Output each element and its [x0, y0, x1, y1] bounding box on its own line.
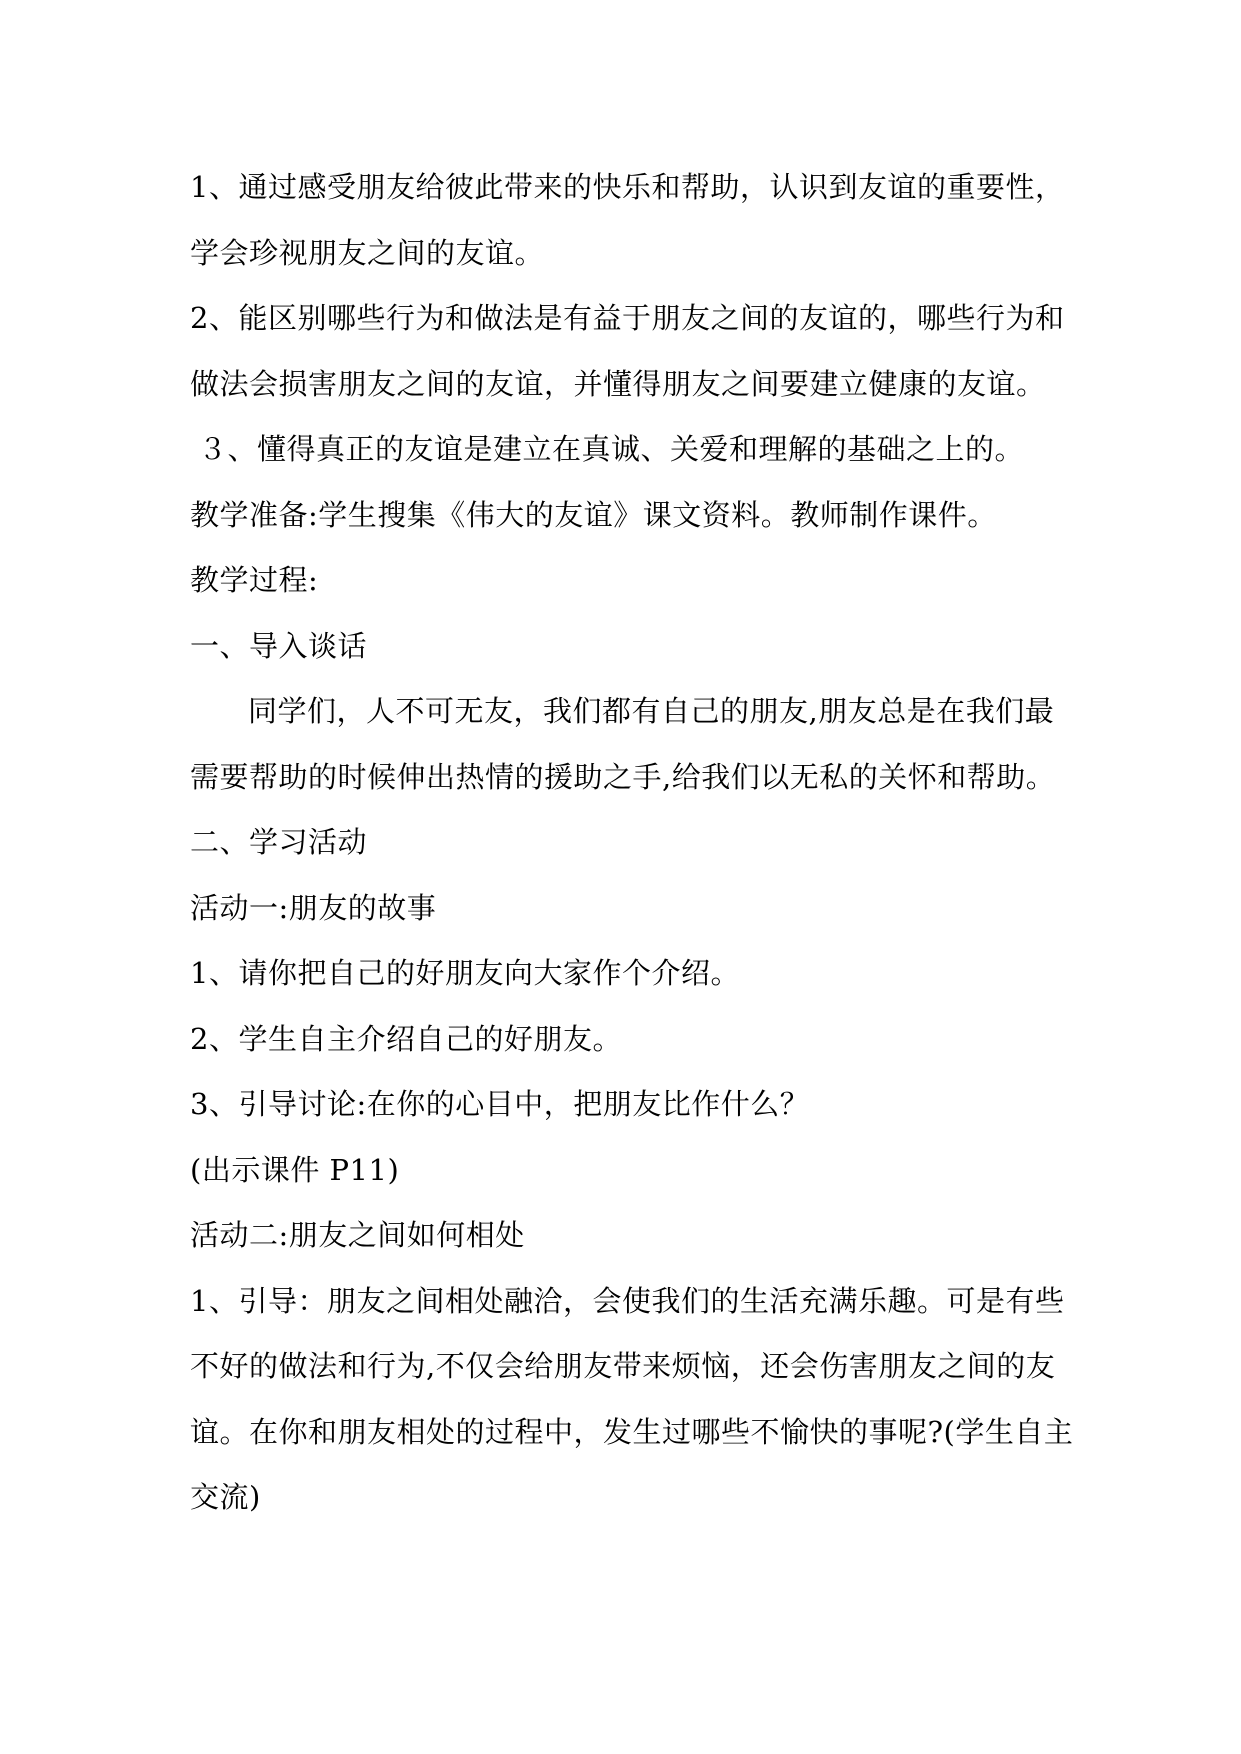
- intro-paragraph-line-1: 同学们，人不可无友，我们都有自己的朋友,朋友总是在我们最: [248, 694, 1055, 728]
- activity-2-step-1-line-3: 谊。在你和朋友相处的过程中，发生过哪些不愉快的事呢?(学生自主: [190, 1414, 1074, 1449]
- section-1-heading: 一、导入谈话: [190, 628, 368, 663]
- goal-1-line-2: 学会珍视朋友之间的友谊。: [190, 235, 545, 270]
- activity-1-step-3: 3、引导讨论:在你的心目中，把朋友比作什么？: [190, 1087, 810, 1121]
- activity-2-step-1-line-2: 不好的做法和行为,不仅会给朋友带来烦恼，还会伤害朋友之间的友: [190, 1349, 1056, 1383]
- goal-3-line: ３、懂得真正的友谊是建立在真诚、关爱和理解的基础之上的。: [198, 432, 1025, 466]
- teaching-process-heading: 教学过程:: [190, 563, 319, 597]
- goal-1-line-1: 1、通过感受朋友给彼此带来的快乐和帮助，认识到友谊的重要性，: [190, 170, 1065, 204]
- goal-2-line-2: 做法会损害朋友之间的友谊，并懂得朋友之间要建立健康的友谊。: [190, 366, 1046, 401]
- activity-1-step-2: 2、学生自主介绍自己的好朋友。: [190, 1021, 622, 1056]
- activity-1-step-1: 1、请你把自己的好朋友向大家作个介绍。: [190, 956, 740, 990]
- document-body: [190, 155, 1074, 1531]
- goal-2-line-1: 2、能区别哪些行为和做法是有益于朋友之间的友谊的，哪些行为和: [190, 301, 1065, 335]
- teaching-preparation: 教学准备:学生搜集《伟大的友谊》课文资料。教师制作课件。: [190, 497, 997, 532]
- activity-2-step-1-line-4: 交流): [190, 1480, 261, 1514]
- section-2-heading: 二、学习活动: [190, 825, 368, 859]
- intro-paragraph-line-2: 需要帮助的时候伸出热情的援助之手,给我们以无私的关怀和帮助。: [190, 759, 1056, 794]
- activity-2-heading: 活动二:朋友之间如何相处: [190, 1218, 525, 1252]
- activity-1-heading: 活动一:朋友的故事: [190, 890, 437, 925]
- activity-2-step-1-line-1: 1、引导：朋友之间相处融洽，会使我们的生活充满乐趣。可是有些: [190, 1283, 1065, 1318]
- courseware-note: (出示课件 P11): [190, 1152, 400, 1187]
